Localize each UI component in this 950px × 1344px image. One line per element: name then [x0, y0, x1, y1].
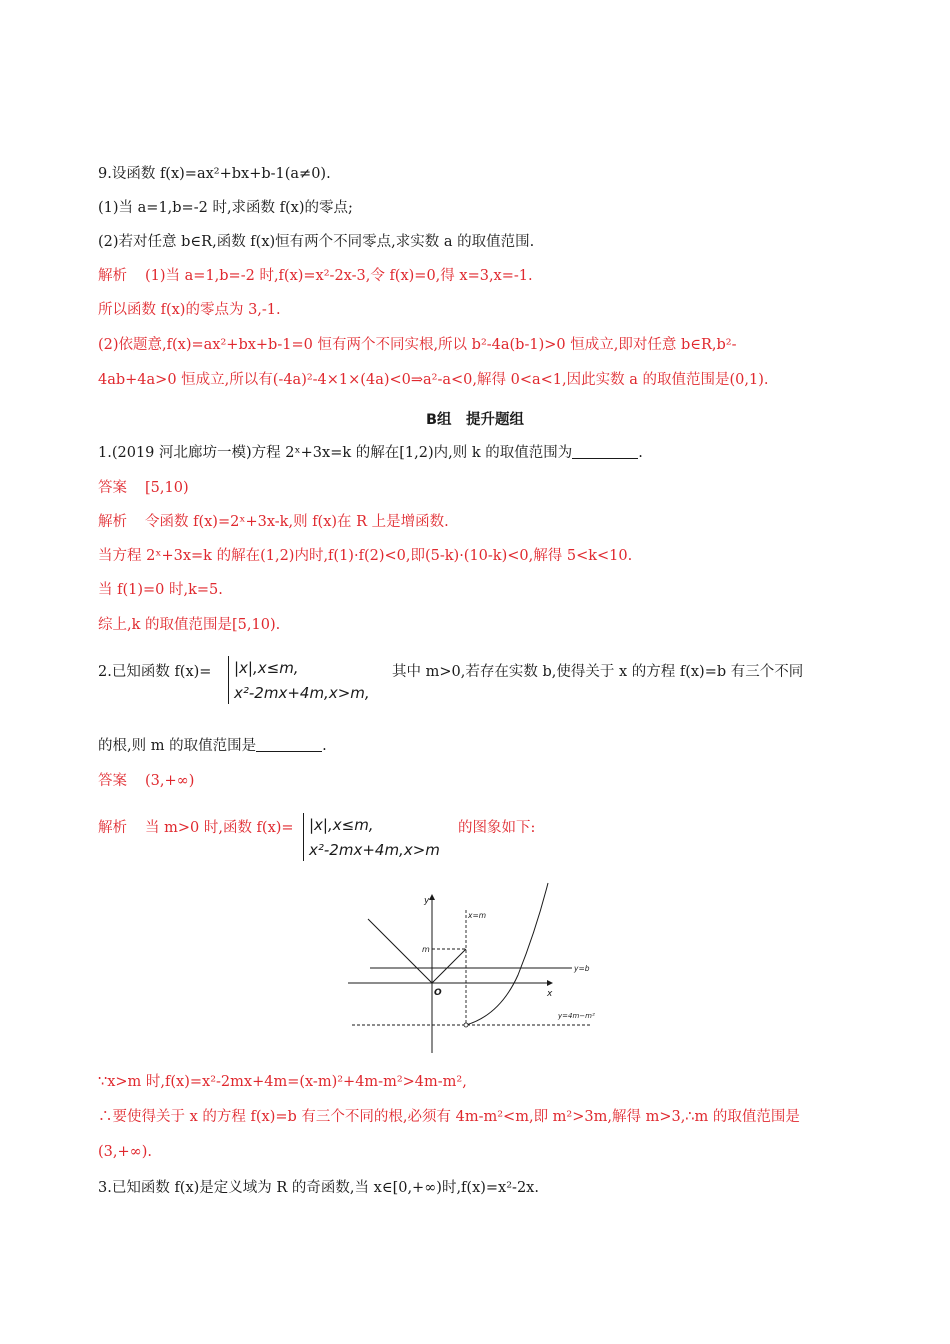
q9-part1: (1)当 a=1,b=-2 时,求函数 f(x)的零点;: [98, 200, 353, 216]
solution-tag: 解析: [98, 514, 127, 530]
y-axis-label: y: [424, 896, 430, 906]
answer-tag: 答案: [98, 480, 127, 496]
b2-sol-piece2: x²-2mx+4m,x>m: [309, 841, 440, 859]
open-point: [464, 1023, 468, 1027]
q9-solution-line3: (2)依题意,f(x)=ax²+bx+b-1=0 恒有两个不同实根,所以 b²-4a(b-1)>0 恒成立,即对任意 b∈R,b²-: [98, 337, 737, 353]
section-b-heading: B组 提升题组: [425, 412, 525, 428]
b1-sol1-text: 令函数 f(x)=2ˣ+3x-k,则 f(x)在 R 上是增函数.: [145, 514, 449, 530]
b2-sol-piece1: |x|,x≤m,: [309, 816, 374, 834]
q9-sol1-text: (1)当 a=1,b=-2 时,f(x)=x²-2x-3,令 f(x)=0,得 x=3,x=-1.: [145, 268, 533, 284]
parabola-curve: [466, 883, 548, 1025]
b2-answer-value: (3,+∞): [145, 773, 195, 789]
b2-sol-a: 当 m>0 时,函数 f(x)=: [145, 820, 294, 836]
b2-solution-line1: ∵x>m 时,f(x)=x²-2mx+4m=(x-m)²+4m-m²>4m-m²,: [98, 1074, 467, 1090]
q9-solution-line2: 所以函数 f(x)的零点为 3,-1.: [98, 302, 281, 318]
b2-solution-line3: (3,+∞).: [98, 1144, 152, 1160]
answer-blank: [572, 444, 638, 459]
m-label: m: [422, 945, 430, 954]
answer-blank: [256, 737, 322, 752]
q9-solution-line1: [98, 266, 533, 286]
piecewise-brace: [303, 813, 304, 861]
b1-solution-line1: [98, 512, 449, 532]
b1-stem-text: 1.(2019 河北廊坊一模)方程 2ˣ+3x=k 的解在[1,2)内,则 k 的取值范围为: [98, 445, 573, 461]
b1-answer: [98, 478, 189, 498]
b1-solution-line4: 综上,k 的取值范围是[5,10).: [98, 617, 281, 633]
b1-answer-value: [5,10): [145, 480, 189, 496]
b2-stem-end: .: [322, 738, 327, 754]
piecewise-brace: [228, 656, 229, 704]
b1-solution-line3: 当 f(1)=0 时,k=5.: [98, 582, 223, 598]
q9-solution-line4: 4ab+4a>0 恒成立,所以有(-4a)²-4×1×(4a)<0⇒a²-a<0,解得 0<a<1,因此实数 a 的取值范围是(0,1).: [98, 372, 769, 388]
x-eq-m-label: x=m: [468, 911, 487, 920]
b1-solution-line2: 当方程 2ˣ+3x=k 的解在(1,2)内时,f(1)·f(2)<0,即(5-k)·(10-k)<0,解得 5<k<10.: [98, 548, 633, 564]
b2-solution-line2: ∴要使得关于 x 的方程 f(x)=b 有三个不同的根,必须有 4m-m²<m,即 m²>3m,解得 m>3,∴m 的取值范围是: [98, 1109, 800, 1125]
b2-stem-condition: 其中 m>0,若存在实数 b,使得关于 x 的方程 f(x)=b 有三个不同: [392, 664, 804, 680]
b2-piece2: x²-2mx+4m,x>m,: [234, 684, 370, 702]
b2-sol-b: 的图象如下:: [458, 820, 536, 836]
b1-stem-end: .: [638, 445, 643, 461]
answer-tag: 答案: [98, 773, 127, 789]
b2-piece1: |x|,x≤m,: [234, 659, 299, 677]
b2-answer: [98, 771, 194, 791]
q9-stem: 9.设函数 f(x)=ax²+bx+b-1(a≠0).: [98, 166, 331, 182]
x-axis-label: x: [547, 989, 553, 999]
b2-stem-prefix: 2.已知函数 f(x)=: [98, 664, 212, 680]
abs-x-curve: [368, 919, 466, 983]
y-eq-b-label: y=b: [574, 964, 590, 973]
b1-stem: [98, 443, 643, 463]
b2-solution-prefix: [98, 818, 294, 838]
solution-tag: 解析: [98, 268, 127, 284]
solution-tag: 解析: [98, 820, 127, 836]
b3-stem: 3.已知函数 f(x)是定义域为 R 的奇函数,当 x∈[0,+∞)时,f(x)=x²-2x.: [98, 1180, 539, 1196]
min-label: y=4m−m²: [558, 1012, 595, 1020]
function-graph: [340, 875, 620, 1060]
origin-label: O: [434, 988, 442, 998]
b2-stem-question: [98, 736, 327, 756]
b2-stem-question-text: 的根,则 m 的取值范围是: [98, 738, 257, 754]
q9-part2: (2)若对任意 b∈R,函数 f(x)恒有两个不同零点,求实数 a 的取值范围.: [98, 234, 535, 250]
